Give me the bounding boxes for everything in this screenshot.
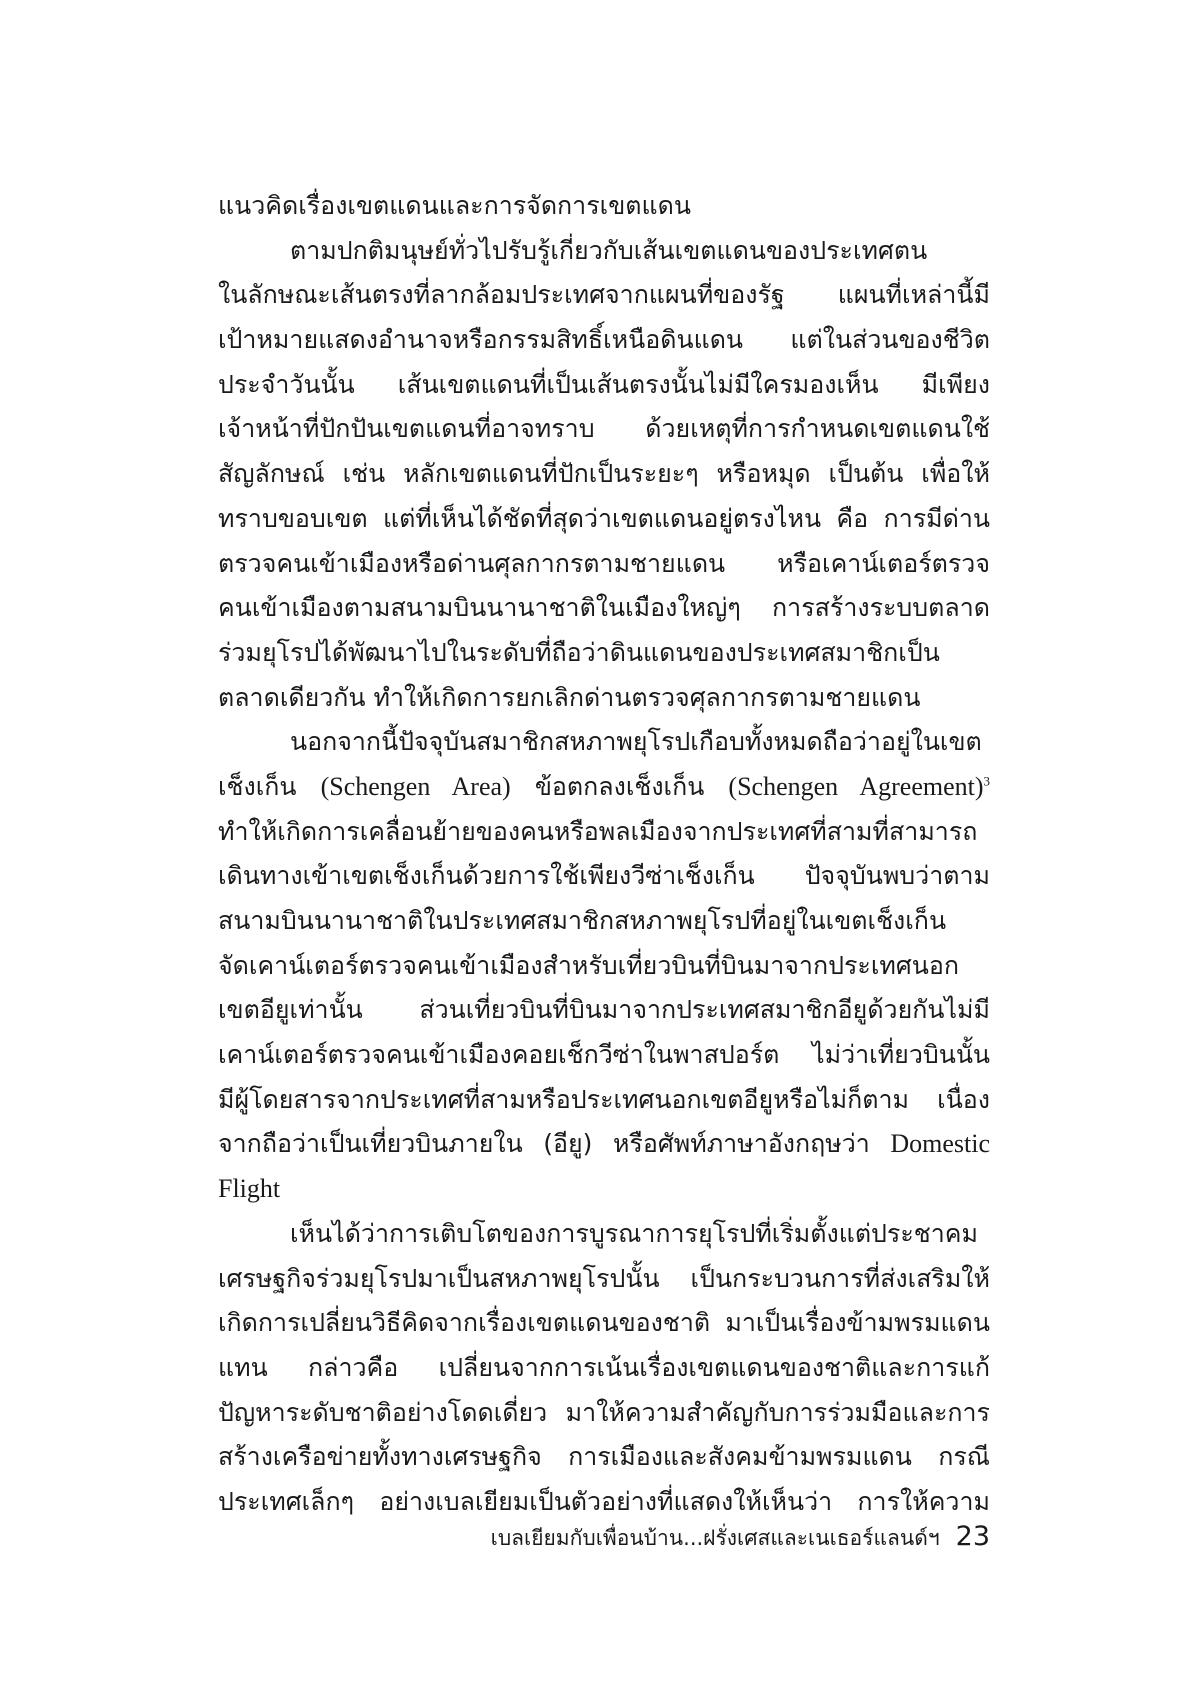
paragraph-line: เป้าหมายแสดงอำนาจหรือกรรมสิทธิ์เหนือดินแดน แต่ในส่วนของชีวิต — [218, 325, 990, 355]
page-number: 23 — [955, 1521, 990, 1552]
term-schengen-agreement: (Schengen Agreement) — [728, 771, 984, 801]
paragraph-line: สัญลักษณ์ เช่น หลักเขตแดนที่ปักเป็นระยะๆ หรือหมุด เป็นต้น เพื่อให้ — [218, 459, 990, 489]
footnote-reference[interactable]: 3 — [983, 773, 990, 789]
page-footer — [0, 1519, 990, 1556]
text-run: ข้อตกลงเช็งเก็น — [534, 771, 705, 801]
paragraph-line: เจ้าหน้าที่ปักปันเขตแดนที่อาจทราบ ด้วยเหตุที่การกำหนดเขตแดนใช้ — [218, 414, 990, 444]
paragraph-line: ตรวจคนเข้าเมืองหรือด่านศุลกากรตามชายแดน หรือเคาน์เตอร์ตรวจ — [218, 548, 990, 578]
paragraph-line: สร้างเครือข่ายทั้งทางเศรษฐกิจ การเมืองและสังคมข้ามพรมแดน กรณี — [218, 1442, 990, 1472]
paragraph-line — [218, 1122, 990, 1167]
paragraph-line: ร่วมยุโรปได้พัฒนาไปในระดับที่ถือว่าดินแดนของประเทศสมาชิกเป็น — [218, 637, 940, 667]
paragraph-line: เดินทางเข้าเขตเช็งเก็นด้วยการใช้เพียงวีซ่าเช็งเก็น ปัจจุบันพบว่าตาม — [218, 861, 990, 891]
paragraph-1 — [218, 229, 990, 721]
paragraph-line: ประจำวันนั้น เส้นเขตแดนที่เป็นเส้นตรงนั้นไม่มีใครมองเห็น มีเพียง — [218, 369, 990, 399]
paragraph-line: เห็นได้ว่าการเติบโตของการบูรณาการยุโรปที่เริ่มตั้งแต่ประชาคม — [290, 1218, 978, 1248]
paragraph-line: ทำให้เกิดการเคลื่อนย้ายของคนหรือพลเมืองจากประเทศที่สามที่สามารถ — [218, 816, 978, 846]
paragraph-line: นอกจากนี้ปัจจุบันสมาชิกสหภาพยุโรปเกือบทั้งหมดถือว่าอยู่ในเขต — [290, 727, 982, 757]
paragraph-line: เศรษฐกิจร่วมยุโรปมาเป็นสหภาพยุโรปนั้น เป็นกระบวนการที่ส่งเสริมให้ — [218, 1263, 990, 1293]
paragraph-line: แทน กล่าวคือ เปลี่ยนจากการเน้นเรื่องเขตแดนของชาติและการแก้ — [218, 1352, 990, 1382]
paragraph-line: สนามบินนานาชาติในประเทศสมาชิกสหภาพยุโรปที่อยู่ในเขตเช็งเก็น — [218, 906, 947, 935]
paragraph-line: คนเข้าเมืองตามสนามบินนานาชาติในเมืองใหญ่ๆ การสร้างระบบตลาด — [218, 593, 990, 623]
paragraph-line: ในลักษณะเส้นตรงที่ลากล้อมประเทศจากแผนที่ของรัฐ แผนที่เหล่านี้มี — [218, 280, 990, 310]
paragraph-line: Flight — [218, 1174, 281, 1204]
paragraph-line: เขตอียูเท่านั้น ส่วนเที่ยวบินที่บินมาจากประเทศสมาชิกอียูด้วยกันไม่มี — [218, 995, 990, 1025]
paragraph-line: ตลาดเดียวกัน ทำให้เกิดการยกเลิกด่านตรวจศุลกากรตามชายแดน — [218, 682, 921, 712]
paragraph-line: ประเทศเล็กๆ อย่างเบลเยียมเป็นตัวอย่างที่แสดงให้เห็นว่า การให้ความ — [218, 1486, 990, 1516]
paragraph-line: ปัญหาระดับชาติอย่างโดดเดี่ยว มาให้ความสำคัญกับการร่วมมือและการ — [218, 1397, 990, 1427]
section-heading: แนวคิดเรื่องเขตแดนและการจัดการเขตแดน — [218, 191, 691, 220]
paragraph-line: เคาน์เตอร์ตรวจคนเข้าเมืองคอยเช็กวีซ่าในพาสปอร์ต ไม่ว่าเที่ยวบินนั้น — [218, 1040, 990, 1070]
paragraph-line: ตามปกติมนุษย์ทั่วไปรับรู้เกี่ยวกับเส้นเขตแดนของประเทศตน — [290, 235, 928, 265]
term-domestic: Domestic — [890, 1129, 990, 1159]
paragraph-2 — [218, 720, 990, 1212]
paragraph-line — [218, 765, 990, 810]
paragraph-line: จัดเคาน์เตอร์ตรวจคนเข้าเมืองสำหรับเที่ยวบินที่บินมาจากประเทศนอก — [218, 950, 959, 980]
text-run: เช็งเก็น — [218, 771, 297, 801]
paragraph-line: เกิดการเปลี่ยนวิธีคิดจากเรื่องเขตแดนของชาติ มาเป็นเรื่องข้ามพรมแดน — [218, 1308, 990, 1338]
paragraph-line: มีผู้โดยสารจากประเทศที่สามหรือประเทศนอกเขตอียูหรือไม่ก็ตาม เนื่อง — [218, 1084, 990, 1114]
text-run: จากถือว่าเป็นเที่ยวบินภายใน (อียู) หรือศัพท์ภาษาอังกฤษว่า — [218, 1129, 870, 1159]
term-schengen-area: (Schengen Area) — [320, 771, 511, 801]
paragraph-line: ทราบขอบเขต แต่ที่เห็นได้ชัดที่สุดว่าเขตแดนอยู่ตรงไหน คือ การมีด่าน — [218, 503, 990, 533]
body-text — [218, 184, 990, 1525]
running-head: เบลเยียมกับเพื่อนบ้าน...ฝรั่งเศสและเนเธอร์แลนด์ฯ — [490, 1526, 940, 1550]
paragraph-3 — [218, 1212, 990, 1525]
